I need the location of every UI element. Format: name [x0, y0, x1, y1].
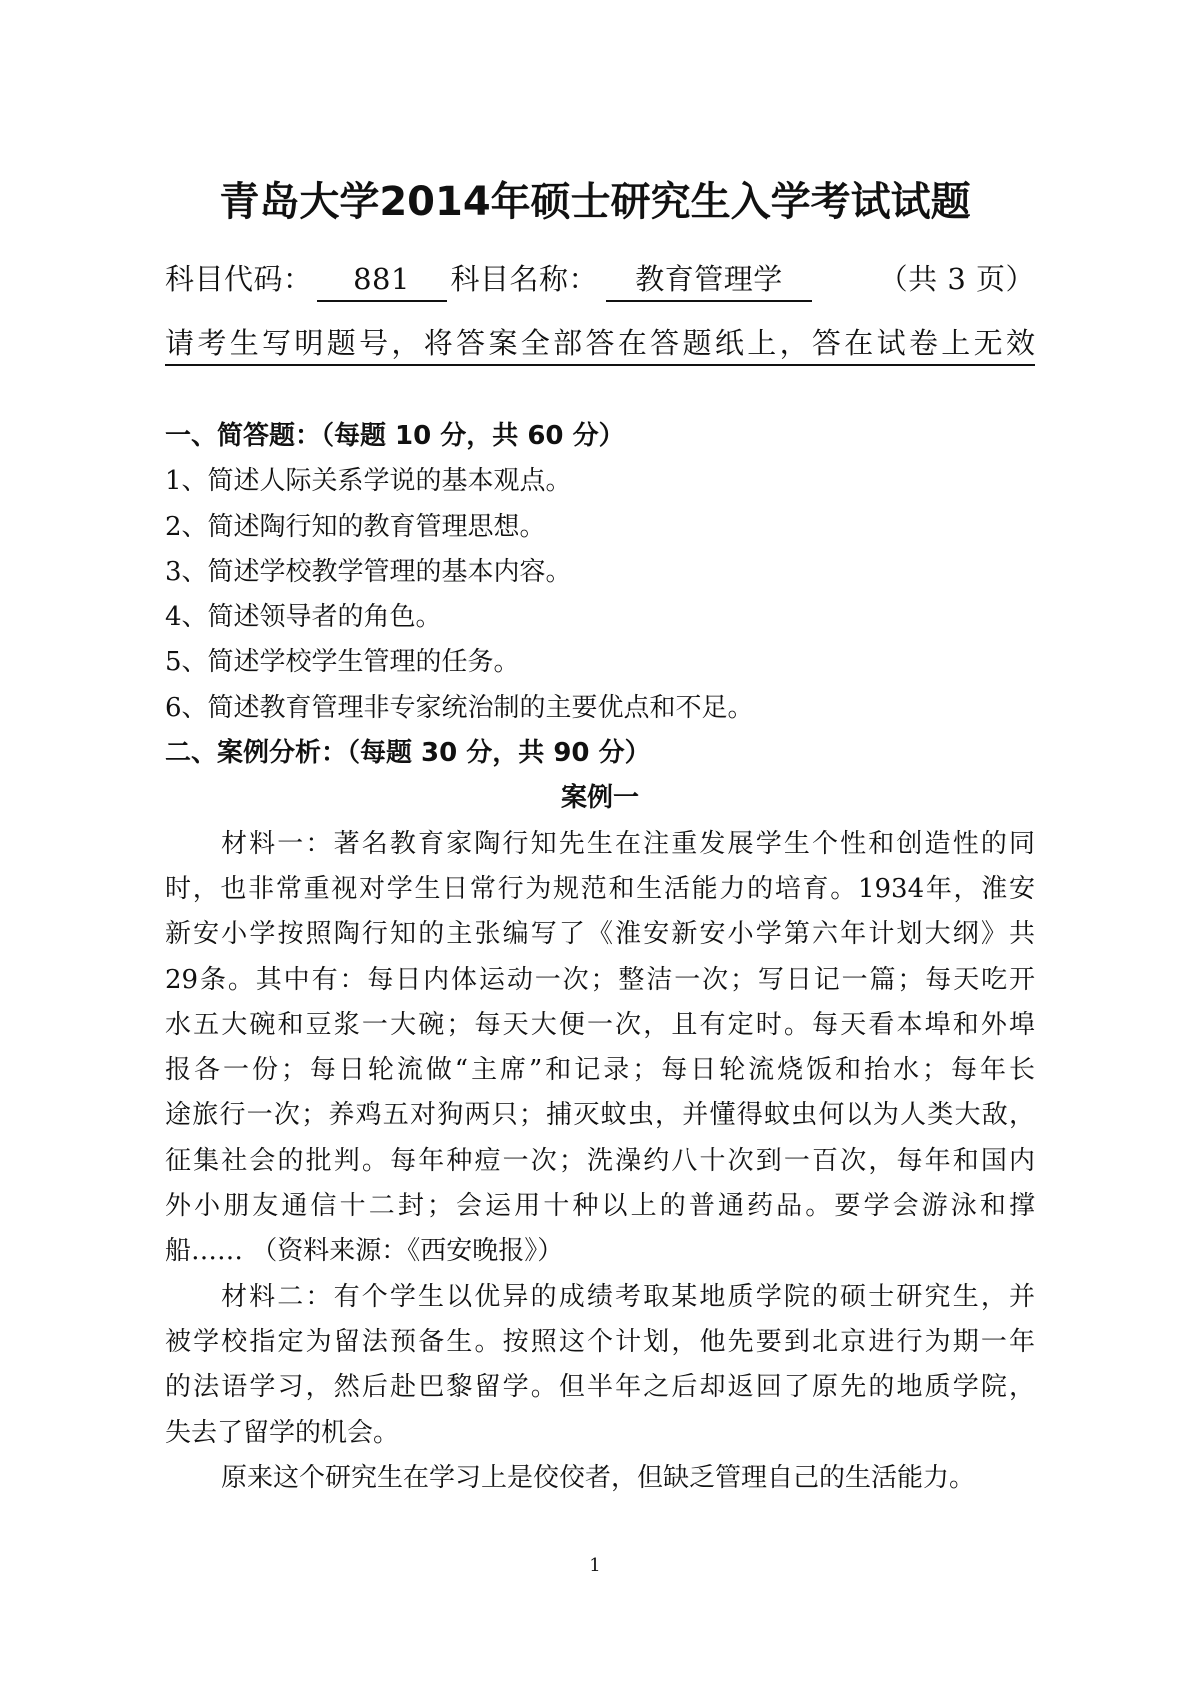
paragraph-line: 29条。其中有：每日内体运动一次；整洁一次；写日记一篇；每天吃开	[165, 964, 1035, 995]
paragraph-line: 的法语学习，然后赴巴黎留学。但半年之后却返回了原先的地质学院，	[165, 1372, 1035, 1403]
paragraph-line: 材料一：著名教育家陶行知先生在注重发展学生个性和创造性的同	[221, 828, 1035, 859]
case-paragraph	[165, 1275, 1035, 1456]
exam-notice: 请考生写明题号，将答案全部答在答题纸上，答在试卷上无效	[165, 322, 1035, 366]
paragraph-line: 报各一份；每日轮流做“主席”和记录；每日轮流烧饭和抬水；每年长	[165, 1055, 1035, 1086]
paragraph-line: 新安小学按照陶行知的主张编写了《淮安新安小学第六年计划大纲》共	[165, 919, 1035, 950]
section-heading: 二、案例分析：（每题 30 分，共 90 分）	[165, 738, 651, 769]
subject-name: 教育管理学	[606, 258, 812, 302]
paragraph-line: 外小朋友通信十二封；会运用十种以上的普通药品。要学会游泳和撑	[165, 1191, 1035, 1222]
section-short-answer	[165, 414, 1035, 1501]
page-count: （共 3 页）	[878, 262, 1035, 296]
paragraph-line: 原来这个研究生在学习上是佼佼者，但缺乏管理自己的生活能力。	[221, 1462, 976, 1493]
question-item: 3、简述学校教学管理的基本内容。	[165, 556, 572, 587]
case-paragraph	[165, 822, 1035, 1275]
paragraph-line: 失去了留学的机会。	[165, 1417, 400, 1448]
subject-name-label: 科目名称：	[450, 262, 599, 296]
exam-title: 青岛大学2014年硕士研究生入学考试试题	[219, 179, 971, 225]
subject-info	[165, 258, 1035, 302]
subject-code: 881	[317, 258, 447, 302]
case-title: 案例一	[560, 783, 639, 814]
paragraph-line: 时，也非常重视对学生日常行为规范和生活能力的培育。1934年，淮安	[165, 873, 1035, 904]
paragraph-line: 途旅行一次；养鸡五对狗两只；捕灭蚊虫，并懂得蚊虫何以为人类大敌，	[165, 1100, 1035, 1131]
subject-code-label: 科目代码：	[165, 262, 313, 296]
question-item: 4、简述领导者的角色。	[165, 602, 442, 633]
paragraph-line: 水五大碗和豆浆一大碗；每天大便一次，且有定时。每天看本埠和外埠	[165, 1009, 1035, 1040]
question-item: 2、简述陶行知的教育管理思想。	[165, 511, 546, 542]
paragraph-line: 征集社会的批判。每年种痘一次；洗澡约八十次到一百次，每年和国内	[165, 1145, 1035, 1176]
question-item: 6、简述教育管理非专家统治制的主要优点和不足。	[165, 692, 754, 723]
paragraph-line: 材料二：有个学生以优异的成绩考取某地质学院的硕士研究生，并	[221, 1281, 1035, 1312]
case-paragraph	[165, 1456, 1035, 1501]
question-item: 1、简述人际关系学说的基本观点。	[165, 466, 572, 497]
section-heading: 一、简答题：（每题 10 分，共 60 分）	[165, 421, 625, 451]
question-item: 5、简述学校学生管理的任务。	[165, 647, 520, 678]
paragraph-line: 船…… （资料来源：《西安晚报》）	[165, 1236, 564, 1267]
page-number: 1	[589, 1555, 601, 1576]
paragraph-line: 被学校指定为留法预备生。按照这个计划，他先要到北京进行为期一年	[165, 1326, 1035, 1357]
